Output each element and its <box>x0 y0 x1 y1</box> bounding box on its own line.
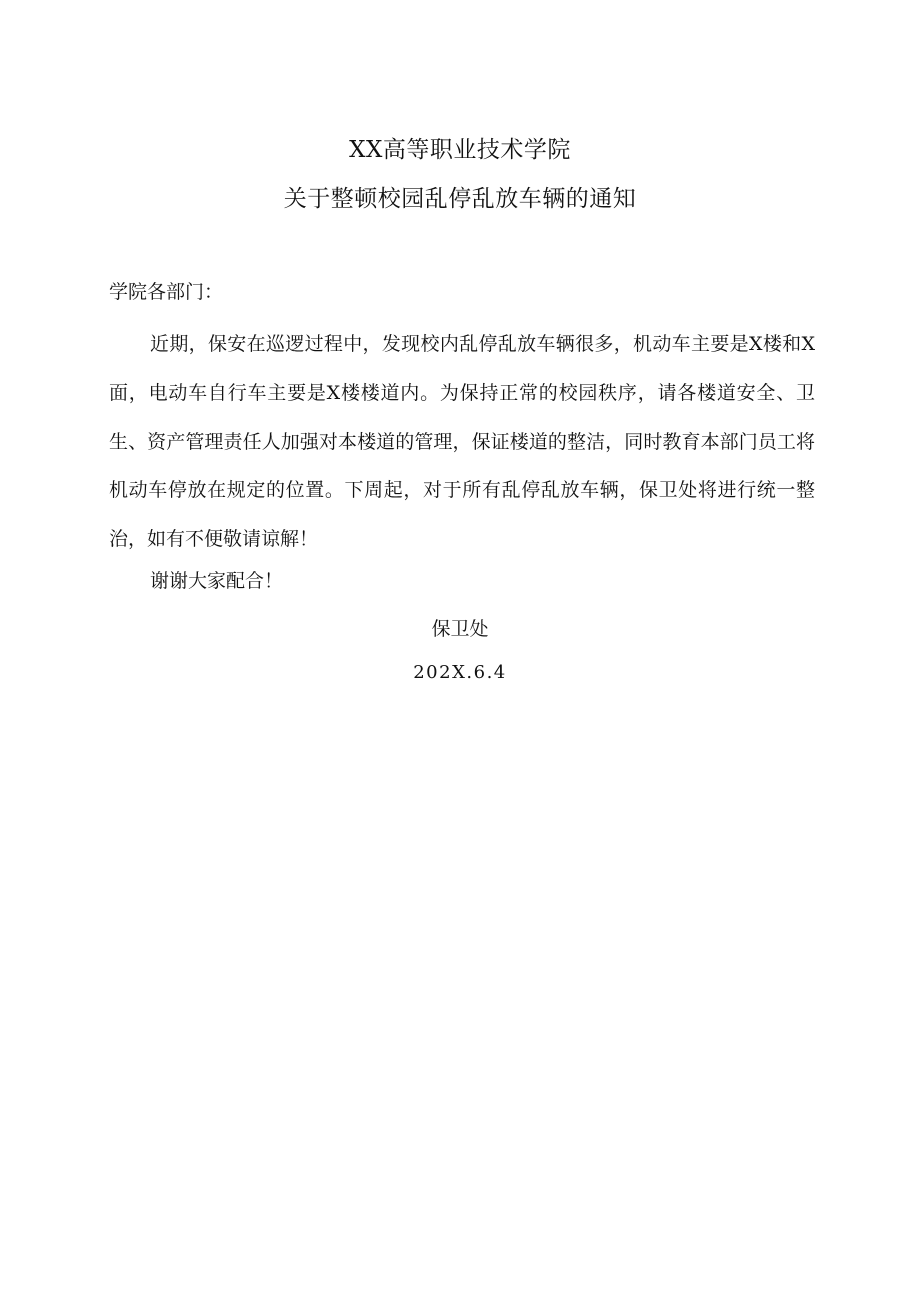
salutation: 学院各部门： <box>109 281 224 303</box>
closing-thanks: 谢谢大家配合！ <box>150 570 284 592</box>
signer: 保卫处 <box>431 618 489 640</box>
body-paragraph: 近期，保安在巡逻过程中，发现校内乱停乱放车辆很多，机动车主要是X楼和X面，电动车自行车主要是X楼楼道内。为保持正常的校园秩序，请各楼道安全、卫生、资产管理责任人加强对本楼道的管理，保证楼道的整洁，同时教育本部门员工将机动车停放在规定的位置。下周起，对于所有乱停乱放车辆，保卫处将进行统一整治，如有不便敬请谅解！ <box>109 333 815 551</box>
date: 202X.6.4 <box>413 662 507 683</box>
document-title-institution: XX高等职业技术学院 <box>349 137 571 163</box>
document-title-notice: 关于整顿校园乱停乱放车辆的通知 <box>283 186 637 212</box>
